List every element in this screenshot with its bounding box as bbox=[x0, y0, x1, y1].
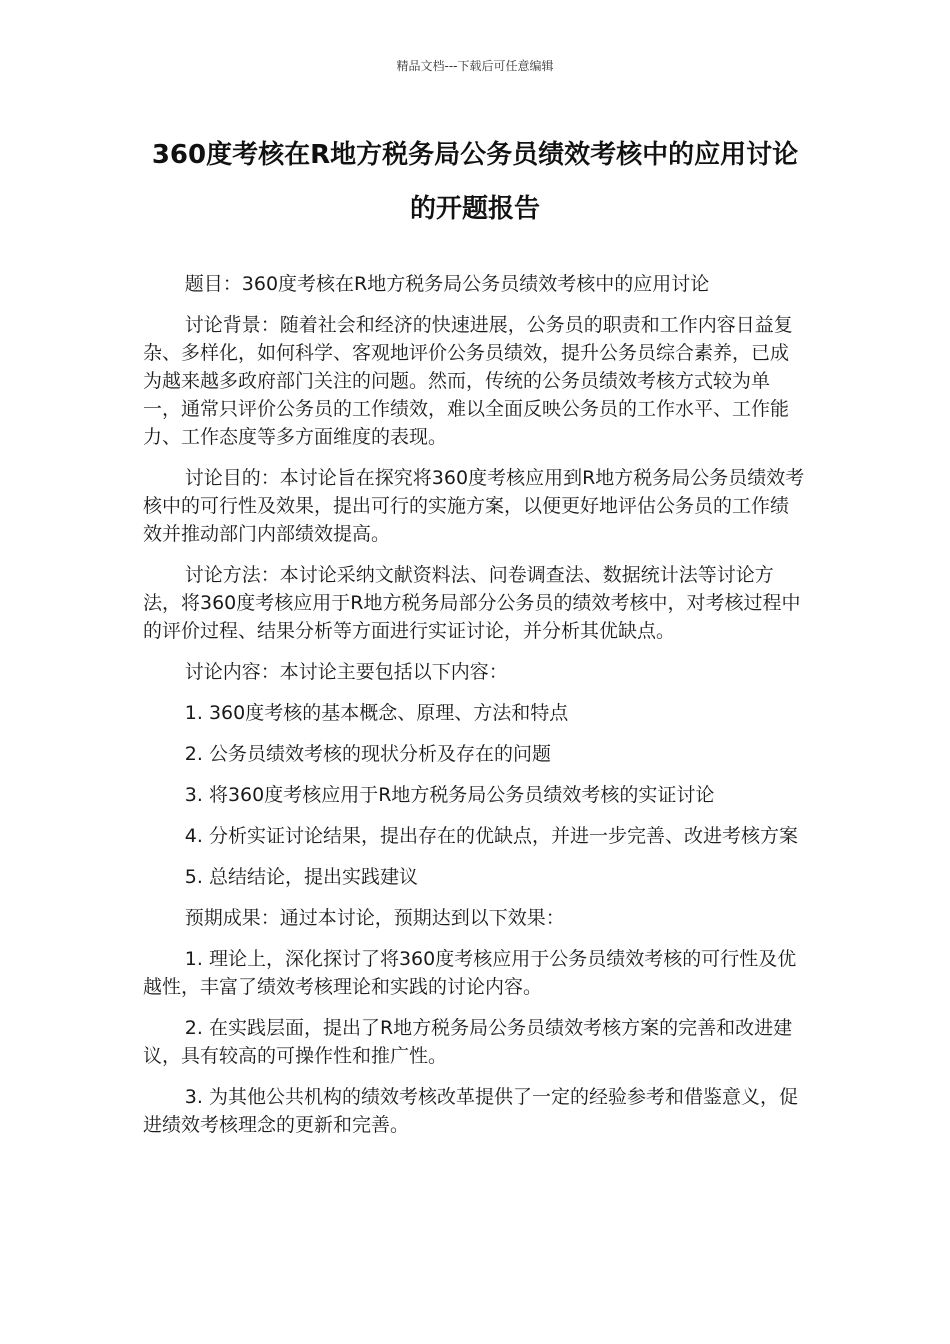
document-title: 360度考核在R地方税务局公务员绩效考核中的应用讨论的开题报告 bbox=[151, 140, 799, 224]
content-list-item: 5. 总结结论，提出实践建议 bbox=[184, 866, 418, 888]
document-body bbox=[143, 270, 807, 1152]
content-list-item: 1. 360度考核的基本概念、原理、方法和特点 bbox=[184, 702, 569, 724]
outcome-list-item: 3. 为其他公共机构的绩效考核改革提供了一定的经验参考和借鉴意义，促进绩效考核理念的更新和完善。 bbox=[143, 1086, 798, 1136]
content-list-item: 3. 将360度考核应用于R地方税务局公务员绩效考核的实证讨论 bbox=[184, 784, 715, 806]
content-list-item: 4. 分析实证讨论结果，提出存在的优缺点，并进一步完善、改进考核方案 bbox=[184, 825, 798, 847]
outcome-list-item: 2. 在实践层面，提出了R地方税务局公务员绩效考核方案的完善和改进建议，具有较高的可操作性和推广性。 bbox=[143, 1017, 793, 1067]
content-intro-paragraph: 讨论内容：本讨论主要包括以下内容： bbox=[184, 661, 508, 683]
header-note: 精品文档---下载后可任意编辑 bbox=[396, 59, 554, 73]
background-paragraph: 讨论背景：随着社会和经济的快速进展，公务员的职责和工作内容日益复杂、多样化，如何科学、客观地评价公务员绩效，提升公务员综合素养，已成为越来越多政府部门关注的问题。然而，传统的公务员绩效考核方式较为单一，通常只评价公务员的工作绩效，难以全面反映公务员的工作水平、工作能力、工作态度等多方面维度的表现。 bbox=[143, 314, 793, 448]
outcome-list-item: 1. 理论上，深化探讨了将360度考核应用于公务员绩效考核的可行性及优越性，丰富了绩效考核理论和实践的讨论内容。 bbox=[143, 948, 797, 998]
method-paragraph: 讨论方法：本讨论采纳文献资料法、问卷调查法、数据统计法等讨论方法，将360度考核应用于R地方税务局部分公务员的绩效考核中，对考核过程中的评价过程、结果分析等方面进行实证讨论，并分析其优缺点。 bbox=[143, 564, 801, 642]
topic-paragraph: 题目：360度考核在R地方税务局公务员绩效考核中的应用讨论 bbox=[184, 273, 710, 295]
purpose-paragraph: 讨论目的：本讨论旨在探究将360度考核应用到R地方税务局公务员绩效考核中的可行性及效果，提出可行的实施方案，以便更好地评估公务员的工作绩效并推动部门内部绩效提高。 bbox=[143, 467, 805, 545]
content-list-item: 2. 公务员绩效考核的现状分析及存在的问题 bbox=[184, 743, 551, 765]
outcome-intro-paragraph: 预期成果：通过本讨论，预期达到以下效果： bbox=[184, 907, 565, 929]
